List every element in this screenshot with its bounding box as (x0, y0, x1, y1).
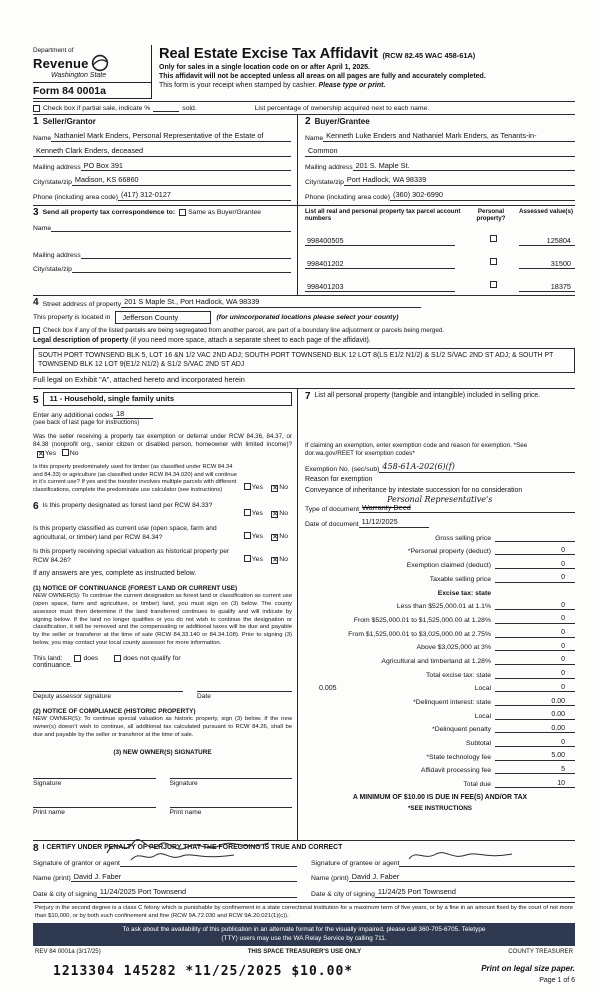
title-block (151, 45, 575, 99)
parcel-assessed-field[interactable]: 31500 (519, 259, 575, 269)
does-label: does (83, 654, 99, 662)
does-not-label: does not qualify for (123, 654, 181, 662)
seller-mailing-field[interactable]: PO Box 391 (81, 162, 291, 172)
exemption-no-field[interactable]: 458-61A-202(6)(f) (379, 462, 575, 473)
parcel-row (305, 228, 575, 246)
tax-label: Local (474, 685, 491, 693)
header-note-3-text: This form is your receipt when stamped by cashier. (159, 82, 319, 90)
seller-phone-label: Phone (including area code) (33, 193, 119, 201)
bottom-row (33, 964, 575, 984)
section-6-number: 6 (33, 501, 39, 513)
seller-name-label: Name (33, 134, 52, 142)
partial-sale-percent-field[interactable] (153, 104, 179, 112)
tax-row-delinquent-interest-state (305, 698, 575, 707)
owner-printname-labels (33, 808, 292, 816)
parcel-table (298, 206, 575, 295)
agency-block (33, 45, 151, 99)
certify-statement: I CERTIFY UNDER PENALTY OF PERJURY THAT THE FOREGOING IS TRUE AND CORRECT (42, 844, 343, 852)
buyer-mailing-label: Mailing address (305, 164, 353, 172)
tax-value-field[interactable]: 0 (495, 615, 575, 624)
q3-yes-no (244, 502, 292, 520)
accessibility-line-1: To ask about the availability of this publication in an alternate format for the visually impaired, please call 360-705-6705. Teletype (122, 926, 486, 934)
dor-logo-icon (91, 54, 109, 72)
q5-no-label: No (279, 556, 288, 564)
q5-no-checkbox[interactable]: ✕ (272, 557, 278, 565)
exemption-deferral-question-text: Was the seller receiving a property tax exemption or deferral under RCW 84.36, 84.37, or 84.38 (nonprofit org., senior citizen or disabled person, homeowner with limited income)? (33, 432, 292, 448)
deputy-assessor-labels (33, 692, 292, 700)
grantee-name-label: Name (print) (311, 875, 349, 883)
seller-heading: Seller/Grantor (42, 117, 96, 127)
rev-number: REV 84 0001a (3/17/25) (35, 948, 101, 956)
deputy-assessor-row (33, 683, 292, 692)
form-number: Form 84 0001a (33, 82, 151, 99)
tax-value-field[interactable]: 0 (495, 656, 575, 665)
print-note-block (481, 964, 575, 984)
doc-type-field[interactable] (359, 494, 575, 514)
main-columns (33, 388, 575, 840)
seller-name-field-line2[interactable]: Kenneth Clark Enders, deceased (33, 147, 291, 157)
tax-label: Local (474, 712, 491, 720)
q4-yes-checkbox[interactable] (244, 532, 251, 539)
tax-row-tier1 (305, 602, 575, 611)
tax-value-field[interactable]: 0 (495, 739, 575, 748)
tax-row-excise-header (305, 588, 575, 597)
tax-row-delinquent-penalty (305, 725, 575, 734)
see-instructions-note: *SEE INSTRUCTIONS (407, 805, 473, 813)
notice-compliance-body: NEW OWNER(S): To continue special valuation as historic property, sign (3) below. If the new owner(s) doesn't wish to continue, all additional tax calculated pursuant to RCW 84.26, shall be due and payable by the seller or transferor at the time of sale. (33, 715, 292, 738)
tax-row-tier4 (305, 643, 575, 652)
continuance-label: continuance. (33, 661, 73, 669)
tax-label: *Personal property (deduct) (407, 548, 491, 556)
historical-property-question-text: Is this property receiving special valuation as historical property per RCW 84.26? (33, 548, 230, 564)
county-select[interactable]: Jefferson County (115, 311, 211, 324)
treasurer-stamp: 1213304 145282 *11/25/2025 $10.00* (53, 964, 354, 980)
personal-property-blank-area[interactable] (305, 402, 575, 442)
exemption-note: If claiming an exemption, enter exemption code and reason for exemption. *See dor.wa.gov/REET for exemption codes* (305, 441, 528, 457)
print-legal-size-note: Print on legal size paper. (481, 964, 575, 974)
grantor-name-field[interactable]: David J. Faber (71, 873, 297, 883)
q2-yes-no (244, 476, 292, 494)
header-note-2: This affidavit will not be accepted unless all areas on all pages are fully and accurately completed. (159, 73, 486, 81)
tax-row-affidavit-fee (305, 766, 575, 775)
q5-yes-label: Yes (251, 556, 263, 564)
ownership-percentage-note: List percentage of ownership acquired next to each name. (254, 105, 430, 112)
correspondence-mailing-field[interactable] (81, 250, 291, 259)
owner-signature-field-1[interactable] (33, 770, 156, 779)
located-in-label: This property is located in (33, 313, 111, 321)
tax-row-personal-property (305, 547, 575, 556)
rev-row (33, 946, 575, 957)
tax-row-tier2 (305, 615, 575, 624)
owner-signature-field-2[interactable] (170, 770, 293, 779)
section-3-number: 3 (33, 206, 39, 218)
q3-yes-checkbox[interactable] (244, 509, 251, 516)
new-owners-signature-title: (3) NEW OWNER(S) SIGNATURE (113, 749, 212, 757)
parcel-row (305, 251, 575, 269)
q2-yes-label: Yes (251, 484, 263, 492)
section-1-seller (33, 115, 298, 205)
section-7-number: 7 (305, 390, 311, 402)
q1-yes-label: Yes (45, 450, 57, 457)
if-answers-yes-note: If any answers are yes, complete as instructed below. (33, 570, 197, 578)
buyer-name-field-line2[interactable]: Common (305, 147, 575, 157)
buyer-city-label: City/state/zip (305, 179, 344, 186)
correspondence-heading: Send all property tax correspondence to: (42, 209, 176, 217)
tax-row-subtotal (305, 739, 575, 748)
buyer-phone-label: Phone (including area code) (305, 193, 391, 201)
owner-printname-label-2: Print name (169, 809, 202, 817)
does-qualify-checkbox[interactable] (74, 655, 81, 662)
left-column (33, 389, 298, 840)
form-rcw-reference: (RCW 82.45 WAC 458-61A) (382, 51, 476, 60)
treasurer-space-label: THIS SPACE TREASURER'S USE ONLY (247, 948, 362, 956)
tax-label: Exemption claimed (deduct) (406, 562, 491, 570)
parcel-col-personal-header: Personal property? (476, 207, 506, 223)
tax-value-field[interactable]: 0 (495, 629, 575, 638)
current-use-question-text: Is this property classified as current use (open space, farm and agricultural, or timber) land per RCW 84.34? (33, 525, 217, 541)
doc-type-crossed-out: Warranty Deed (362, 502, 411, 512)
accessibility-line-2: (TTY) users may use the WA Relay Service by calling 711. (221, 935, 387, 943)
parcel-row (305, 274, 575, 292)
tax-row-agricultural (305, 656, 575, 665)
section-5-land-use (33, 392, 292, 406)
parcel-personal-checkbox[interactable] (490, 235, 497, 242)
section-8-certification (33, 840, 575, 903)
owner-printname-label-1: Print name (33, 809, 65, 817)
street-address-field[interactable]: 201 S Maple St., Port Hadlock, WA 98339 (121, 298, 421, 308)
section-1-number: 1 (33, 116, 39, 127)
tax-row-local (305, 684, 575, 693)
legal-description-field[interactable]: SOUTH PORT TOWNSEND BLK 5, LOT 16 &N 1/2 VAC 2ND ADJ; SOUTH PORT TOWNSEND BLK 12 LOT 8(LS E1/2 N1/2) & S1/2 S/VAC 2ND ST ADJ; & SOUTH PT TOWNSEND BLK 12 LOT 9(E1/2 N1/2) & S1/2 S/VAC 2ND ST ADJ (33, 348, 575, 373)
partial-sale-row (33, 101, 575, 114)
parcel-table-header (305, 208, 575, 223)
section-6-forest-land (33, 502, 292, 520)
tax-label: Gross selling price (435, 534, 491, 542)
reet-affidavit-form (33, 45, 575, 984)
tax-value-field[interactable]: 0 (495, 574, 575, 583)
deputy-date-label: Date (197, 692, 211, 700)
does-not-qualify-checkbox[interactable] (114, 655, 121, 662)
doc-date-label: Date of document (305, 521, 359, 529)
tax-row-exemption-claimed (305, 561, 575, 570)
additional-codes-label: Enter any additional codes (33, 412, 114, 420)
section-4-property (33, 295, 575, 388)
exemption-no-label: Exemption No. (sec/sub) (305, 465, 380, 473)
legal-description-label-bold: Legal description of property (33, 336, 129, 344)
local-rate-value[interactable]: 0.005 (319, 685, 337, 693)
grantor-date-city-label: Date & city of signing (33, 891, 97, 899)
section-7-heading-row (305, 392, 575, 402)
tax-value-field[interactable]: 0.00 (495, 698, 575, 707)
section-2-buyer (298, 115, 575, 205)
parcel-number-field[interactable]: 998400505 (305, 236, 455, 246)
q1-no-checkbox[interactable] (62, 449, 69, 456)
tax-row-gross (305, 533, 575, 542)
owner-printname-field-2[interactable] (170, 799, 293, 808)
correspondence-city-field[interactable] (72, 264, 291, 273)
county-note: (for unincorporated locations please select your county) (216, 313, 399, 321)
tax-value-field[interactable]: 5.00 (495, 752, 575, 761)
tax-label: Excise tax: state (437, 589, 491, 597)
grantee-date-city-field[interactable]: 11/24/25 Port Townsend (375, 888, 575, 898)
tax-spacer (495, 588, 575, 597)
tax-value-field[interactable]: 5 (495, 766, 575, 775)
grantor-date-city-field[interactable]: 11/24/2025 Port Townsend (97, 888, 297, 898)
tax-row-delinquent-interest-local (305, 711, 575, 720)
tax-value-field[interactable]: 0 (495, 684, 575, 693)
doc-type-handwritten: Personal Representative's (387, 494, 493, 504)
full-legal-note: Full legal on Exhibit "A", attached hereto and incorporated herein (33, 375, 245, 385)
timber-agriculture-question-text: Is this property predominately used for timber (as classified under RCW 84.34 and 84.33) or agriculture (as classified under RCW 84.34.020) and will continue in it's current use? If yes and the transfer involves multiple parcels with different classifications, complete the predominate use calculator (see instructions) (33, 463, 237, 493)
tax-label: *State technology fee (426, 753, 491, 761)
timber-agriculture-question (33, 464, 292, 494)
tax-label: Less than $525,000.01 at 1.1% (396, 603, 491, 611)
accessibility-bar (33, 923, 575, 947)
tax-row-total-state (305, 670, 575, 679)
dept-of-label: Department of (33, 47, 74, 54)
right-column-section-7 (298, 389, 575, 840)
q3-no-checkbox[interactable]: ✕ (272, 511, 278, 519)
owner-signature-label-1: Signature (33, 780, 62, 788)
partial-sale-sold-label: sold. (182, 105, 197, 112)
parcel-personal-checkbox[interactable] (490, 281, 497, 288)
grantor-name-label: Name (print) (33, 875, 71, 883)
tax-label: Taxable selling price (429, 575, 491, 583)
tax-row-taxable-selling-price (305, 574, 575, 583)
doc-date-field[interactable]: 11/12/2025 (359, 518, 429, 528)
section-2-number: 2 (305, 116, 311, 127)
deputy-assessor-label: Deputy assessor signature (33, 692, 112, 700)
q4-no-label: No (279, 533, 288, 541)
seller-mailing-label: Mailing address (33, 164, 81, 172)
deputy-date-field[interactable] (197, 683, 292, 692)
this-land-label: This land: (33, 654, 63, 662)
parcel-col-accounts-header: List all real and personal property tax parcel account numbers (305, 207, 461, 223)
tax-label: From $1,525,000.01 to $3,025,000.00 at 2.75% (348, 630, 491, 638)
reason-for-exemption-label: Reason for exemption (305, 475, 373, 483)
grantor-signature-field[interactable] (120, 858, 297, 867)
parcel-assessed-field[interactable]: 125804 (519, 236, 575, 246)
legal-description-label (33, 337, 575, 346)
seller-phone-field[interactable]: (417) 312-0127 (118, 191, 291, 201)
form-title: Real Estate Excise Tax Affidavit (159, 46, 378, 62)
grantee-signature-label: Signature of grantee or agent (311, 859, 400, 867)
owner-signature-row (33, 770, 292, 779)
washington-state-label: Washington State (51, 72, 107, 79)
q1-no-label: No (69, 450, 79, 457)
historical-property-question (33, 548, 292, 566)
tax-value-field[interactable]: 0.00 (495, 725, 575, 734)
seller-buyer-sections (33, 114, 575, 205)
form-header (33, 45, 575, 101)
tax-label: Total due (463, 781, 491, 789)
tax-value-field[interactable] (495, 533, 575, 542)
owner-signature-label-2: Signature (169, 780, 198, 788)
notice-continuance-title: (1) NOTICE OF CONTINUANCE (FOREST LAND OR CURRENT USE) (33, 585, 238, 593)
section-3-and-parcels (33, 205, 575, 295)
land-use-code-select[interactable]: 11 - Household, single family units (43, 392, 292, 406)
additional-codes-note: (see back of last page for instructions) (33, 419, 140, 427)
tax-row-total-due (305, 780, 575, 789)
buyer-city-field[interactable]: Port Hadlock, WA 98339 (344, 176, 575, 186)
minimum-due-note: A MINIMUM OF $10.00 IS DUE IN FEE(S) AND/OR TAX (352, 794, 528, 802)
tax-label: Agricultural and timberland at 1.28% (381, 657, 491, 665)
legal-description-label-rest: (if you need more space, attach a separate sheet to each page of the affidavit). (128, 336, 371, 344)
buyer-name-label: Name (305, 134, 324, 142)
buyer-phone-field[interactable]: (360) 302-6990 (390, 191, 575, 201)
forest-land-question-text: Is this property designated as forest land per RCW 84.33? (42, 502, 213, 510)
partial-sale-checkbox[interactable] (33, 105, 40, 112)
owner-signature-labels (33, 779, 292, 787)
parcel-personal-checkbox[interactable] (490, 258, 497, 265)
tax-label: From $525,000.01 to $1,525,000.00 at 1.28% (353, 616, 491, 624)
parcel-number-field[interactable]: 998401202 (305, 259, 455, 269)
q5-yes-checkbox[interactable] (244, 555, 251, 562)
seller-city-field[interactable]: Madison, KS 66860 (72, 176, 291, 186)
header-note-3 (159, 81, 575, 90)
same-as-buyer-label: Same as Buyer/Grantee (188, 209, 262, 217)
section-3-correspondence (33, 206, 298, 295)
tax-value-field[interactable]: 0 (495, 561, 575, 570)
tax-label: Subtotal (466, 740, 491, 748)
q2-yes-checkbox[interactable] (244, 483, 251, 490)
tax-row-technology-fee (305, 752, 575, 761)
revenue-wordmark: Revenue (33, 55, 89, 71)
correspondence-name-label: Name (33, 224, 52, 232)
this-land-row (33, 655, 292, 662)
grantee-name-field[interactable]: David J. Faber (349, 873, 575, 883)
tax-value-field[interactable]: 0 (495, 547, 575, 556)
grantee-signature-block (311, 858, 575, 899)
grantor-signature-label: Signature of grantor or agent (33, 859, 120, 867)
tax-label: Above $3,025,000 at 3% (416, 644, 491, 652)
header-note-1: Only for sales in a single location code on or after April 1, 2025. (159, 64, 370, 71)
tax-label: *Delinquent penalty (432, 726, 491, 734)
section-4-number: 4 (33, 296, 39, 308)
grantor-signature-block (33, 858, 297, 899)
section-8-number: 8 (33, 842, 39, 854)
buyer-name-field[interactable]: Kenneth Luke Enders and Nathaniel Mark Enders, as Tenants-in- (323, 132, 575, 142)
q2-no-label: No (279, 484, 288, 492)
notice-continuance-body: NEW OWNER(S): To continue the current designation as forest land or classification as current use (open space, farm and agriculture, or timber) land, you must sign on (3) below. The county assessor must then determine if the land transferred continues to qualify and will indicate by signing below. If the land no longer qualifies or you do not wish to continue the designation or classification, it will be removed and the compensating or additional taxes will be due and payable by the seller or transferor at the time of sale (RCW 84.33.140 or 84.34.108). Prior to signing (3) below, you may contact your local county assessor for more information. (33, 593, 292, 647)
tax-label: *Delinquent interest: state (413, 699, 491, 707)
correspondence-mailing-label: Mailing address (33, 251, 81, 259)
segregated-label: Check box if any of the listed parcels are being segregated from another parcel, are part of a boundary line adjustment or parcels being merged. (43, 326, 445, 334)
buyer-mailing-field[interactable]: 201 S. Maple St. (353, 162, 575, 172)
owner-printname-row (33, 799, 292, 808)
q3-yes-label: Yes (251, 510, 263, 518)
q2-no-checkbox[interactable]: ✕ (272, 485, 278, 493)
correspondence-city-label: City/state/zip (33, 265, 72, 273)
tax-value-field[interactable]: 0 (495, 670, 575, 679)
parcel-assessed-field[interactable]: 18375 (519, 282, 575, 292)
tax-computation (305, 533, 575, 788)
q4-yes-no (244, 525, 292, 543)
tax-label: Total excise tax: state (426, 671, 491, 679)
seller-name-field[interactable]: Nathaniel Mark Enders, Personal Representative of the Estate of (51, 132, 291, 142)
tax-label: Affidavit processing fee (420, 767, 491, 775)
exemption-deferral-question (33, 433, 292, 459)
seller-city-label: City/state/zip (33, 179, 72, 186)
personal-property-heading: List all personal property (tangible and intangible) included in selling price. (314, 391, 541, 399)
tax-value-field[interactable]: 0.00 (495, 711, 575, 720)
segregated-checkbox[interactable] (33, 327, 40, 334)
q4-no-checkbox[interactable]: ✕ (272, 534, 278, 542)
section-5-number: 5 (33, 394, 39, 406)
q1-yes-no (37, 450, 83, 457)
street-address-label: Street address of property (42, 300, 122, 308)
partial-sale-label: Check box if partial sale, indicate % (43, 105, 151, 112)
buyer-heading: Buyer/Grantee (314, 117, 370, 127)
q1-yes-checkbox[interactable]: ✕ (38, 451, 44, 458)
perjury-statement: Perjury in the second degree is a class C felony which is punishable by confinement in a state correctional institution for a maximum term of five years, or by a fine in an amount fixed by the court of not more than $10,000, or by both such confinement and fine (RCW 9A.72.030 and RCW 9A.20.021(1)(c)). (33, 902, 575, 922)
tax-value-field[interactable]: 10 (495, 780, 575, 789)
doc-type-label: Type of document (305, 506, 360, 514)
reason-for-exemption-value[interactable]: Conveyance of inheritance by intestate succession for no consideration (305, 486, 523, 494)
county-treasurer-label: COUNTY TREASURER (508, 948, 573, 956)
parcel-col-assessed-header: Assessed value(s) (519, 207, 573, 215)
owner-printname-field-1[interactable] (33, 799, 156, 808)
q3-no-label: No (279, 510, 288, 518)
current-use-question (33, 525, 292, 543)
additional-codes-field[interactable]: 18 (113, 410, 153, 420)
q4-yes-label: Yes (251, 533, 263, 541)
parcel-number-field[interactable]: 998401203 (305, 282, 455, 292)
tax-value-field[interactable]: 0 (495, 643, 575, 652)
deputy-assessor-signature-field[interactable] (33, 683, 183, 692)
type-or-print-note: Please type or print. (318, 82, 386, 90)
grantee-date-city-label: Date & city of signing (311, 891, 375, 899)
correspondence-name-field[interactable] (51, 223, 291, 232)
grantee-signature-field[interactable] (399, 858, 575, 867)
tax-value-field[interactable]: 0 (495, 602, 575, 611)
tax-row-tier3 (305, 629, 575, 638)
page-number: Page 1 of 6 (539, 977, 575, 985)
same-as-buyer-checkbox[interactable] (179, 209, 186, 216)
notice-compliance-title: (2) NOTICE OF COMPLIANCE (HISTORIC PROPERTY) (33, 707, 196, 715)
q5-yes-no (244, 548, 292, 566)
